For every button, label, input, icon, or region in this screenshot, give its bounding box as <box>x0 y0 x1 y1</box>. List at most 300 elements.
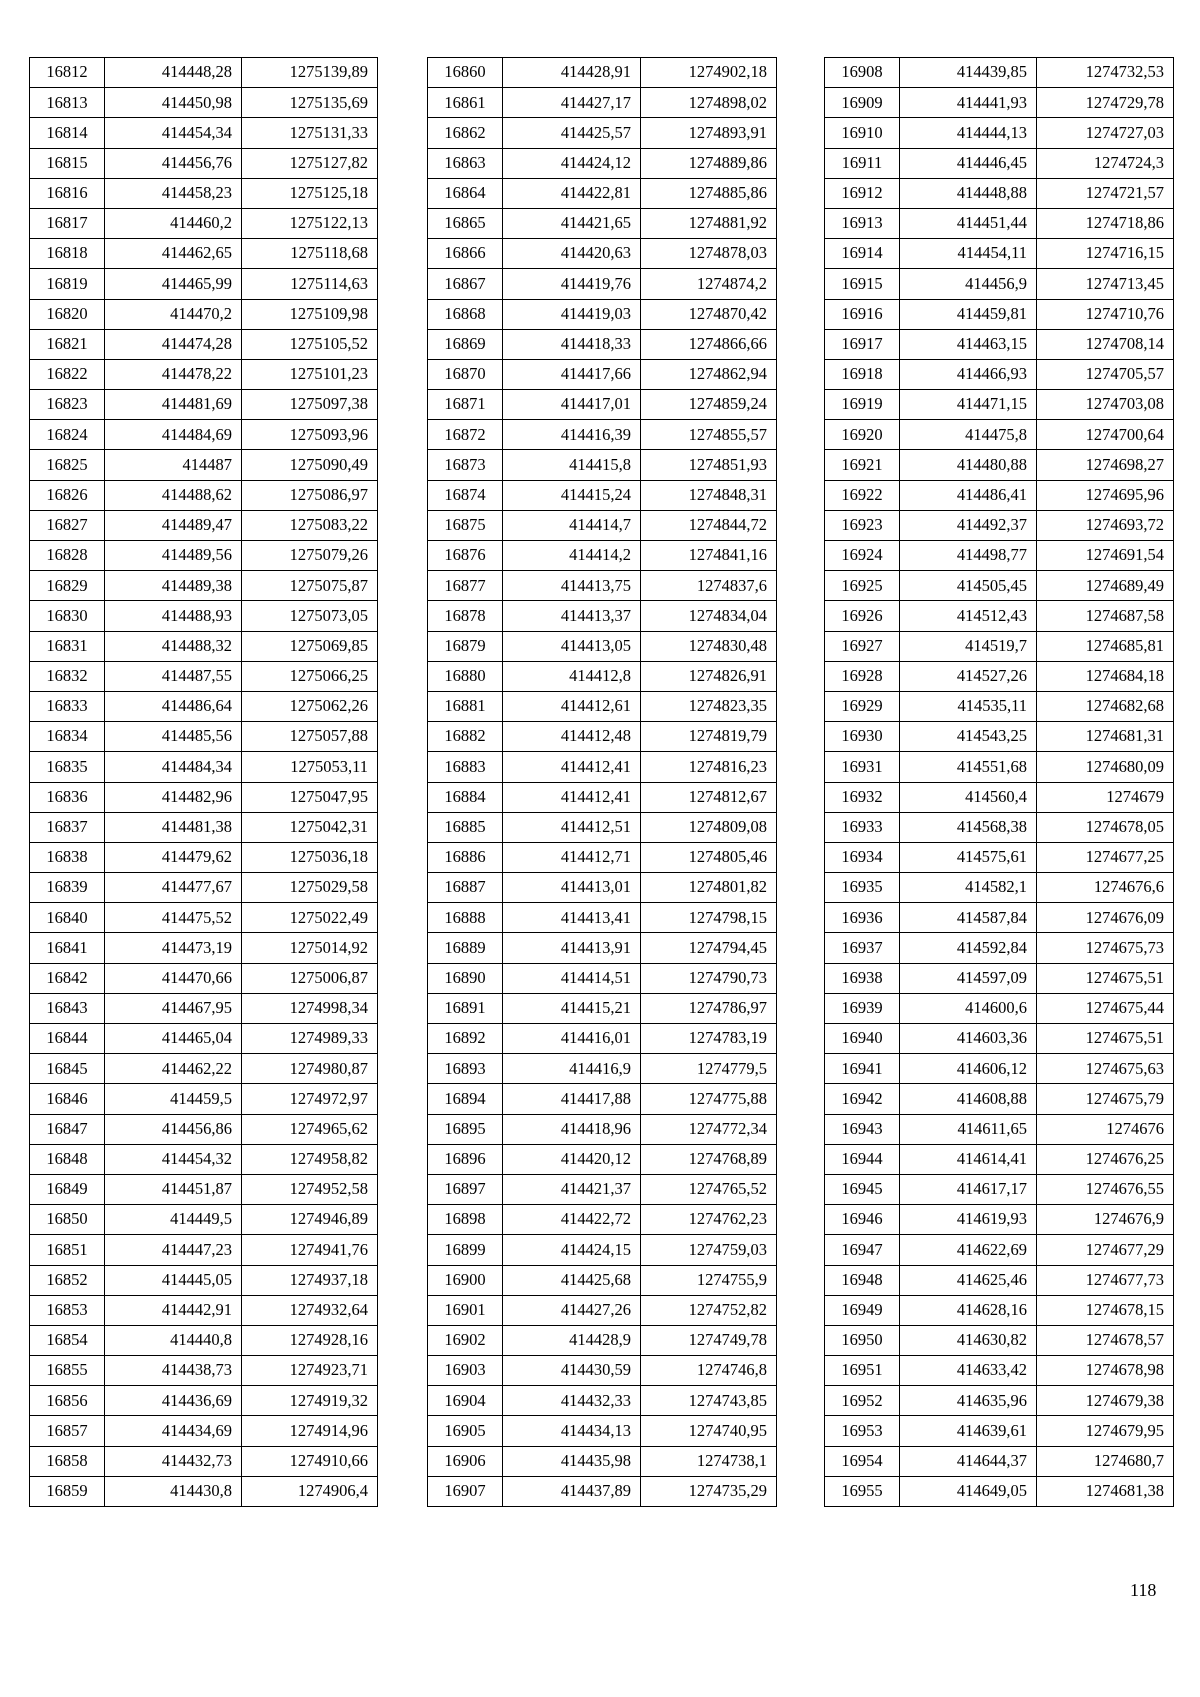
x-coordinate-cell: 414471,15 <box>900 390 1037 420</box>
point-number-cell: 16884 <box>428 782 503 812</box>
x-coordinate-cell: 414487,55 <box>105 661 242 691</box>
x-coordinate-cell: 414418,96 <box>503 1114 641 1144</box>
x-coordinate-cell: 414446,45 <box>900 148 1037 178</box>
y-coordinate-cell: 1274841,16 <box>641 541 777 571</box>
y-coordinate-cell: 1274928,16 <box>242 1325 378 1355</box>
y-coordinate-cell: 1274716,15 <box>1037 239 1174 269</box>
x-coordinate-cell: 414458,23 <box>105 178 242 208</box>
table-row <box>30 1265 378 1295</box>
x-coordinate-cell: 414498,77 <box>900 541 1037 571</box>
x-coordinate-cell: 414475,8 <box>900 420 1037 450</box>
y-coordinate-cell: 1274816,23 <box>641 752 777 782</box>
point-number-cell: 16875 <box>428 510 503 540</box>
table-row <box>825 601 1174 631</box>
point-number-cell: 16896 <box>428 1144 503 1174</box>
point-number-cell: 16839 <box>30 873 105 903</box>
x-coordinate-cell: 414551,68 <box>900 752 1037 782</box>
point-number-cell: 16850 <box>30 1205 105 1235</box>
table-row <box>825 1416 1174 1446</box>
y-coordinate-cell: 1274772,34 <box>641 1114 777 1144</box>
coordinates-table-1 <box>29 57 378 1507</box>
point-number-cell: 16909 <box>825 88 900 118</box>
point-number-cell: 16832 <box>30 661 105 691</box>
y-coordinate-cell: 1274893,91 <box>641 118 777 148</box>
point-number-cell: 16938 <box>825 963 900 993</box>
table-row <box>825 1386 1174 1416</box>
x-coordinate-cell: 414454,32 <box>105 1144 242 1174</box>
x-coordinate-cell: 414447,23 <box>105 1235 242 1265</box>
point-number-cell: 16947 <box>825 1235 900 1265</box>
table-row <box>428 390 777 420</box>
table-row <box>30 510 378 540</box>
x-coordinate-cell: 414465,04 <box>105 1024 242 1054</box>
x-coordinate-cell: 414413,37 <box>503 601 641 631</box>
table-row <box>825 691 1174 721</box>
x-coordinate-cell: 414445,05 <box>105 1265 242 1295</box>
x-coordinate-cell: 414560,4 <box>900 782 1037 812</box>
table-row <box>30 661 378 691</box>
y-coordinate-cell: 1274705,57 <box>1037 359 1174 389</box>
table-row <box>825 148 1174 178</box>
point-number-cell: 16841 <box>30 933 105 963</box>
y-coordinate-cell: 1274786,97 <box>641 993 777 1023</box>
table-row <box>428 812 777 842</box>
table-row <box>825 269 1174 299</box>
y-coordinate-cell: 1274752,82 <box>641 1295 777 1325</box>
table-row <box>30 842 378 872</box>
table-row <box>30 1416 378 1446</box>
table-body <box>825 58 1174 1507</box>
x-coordinate-cell: 414421,65 <box>503 208 641 238</box>
table-row <box>825 58 1174 88</box>
table-row <box>428 541 777 571</box>
point-number-cell: 16902 <box>428 1325 503 1355</box>
y-coordinate-cell: 1274677,73 <box>1037 1265 1174 1295</box>
point-number-cell: 16892 <box>428 1024 503 1054</box>
x-coordinate-cell: 414603,36 <box>900 1024 1037 1054</box>
x-coordinate-cell: 414492,37 <box>900 510 1037 540</box>
table-row <box>30 631 378 661</box>
y-coordinate-cell: 1274755,9 <box>641 1265 777 1295</box>
point-number-cell: 16874 <box>428 480 503 510</box>
point-number-cell: 16873 <box>428 450 503 480</box>
point-number-cell: 16886 <box>428 842 503 872</box>
table-row <box>428 1416 777 1446</box>
x-coordinate-cell: 414481,69 <box>105 390 242 420</box>
point-number-cell: 16920 <box>825 420 900 450</box>
table-row <box>825 1144 1174 1174</box>
point-number-cell: 16851 <box>30 1235 105 1265</box>
table-row <box>428 178 777 208</box>
point-number-cell: 16891 <box>428 993 503 1023</box>
table-row <box>428 480 777 510</box>
x-coordinate-cell: 414462,22 <box>105 1054 242 1084</box>
y-coordinate-cell: 1274809,08 <box>641 812 777 842</box>
x-coordinate-cell: 414427,26 <box>503 1295 641 1325</box>
point-number-cell: 16919 <box>825 390 900 420</box>
y-coordinate-cell: 1274946,89 <box>242 1205 378 1235</box>
y-coordinate-cell: 1274762,23 <box>641 1205 777 1235</box>
point-number-cell: 16857 <box>30 1416 105 1446</box>
point-number-cell: 16833 <box>30 691 105 721</box>
y-coordinate-cell: 1274679,95 <box>1037 1416 1174 1446</box>
x-coordinate-cell: 414484,34 <box>105 752 242 782</box>
table-row <box>825 88 1174 118</box>
x-coordinate-cell: 414619,93 <box>900 1205 1037 1235</box>
table-row <box>30 1476 378 1506</box>
y-coordinate-cell: 1275022,49 <box>242 903 378 933</box>
point-number-cell: 16871 <box>428 390 503 420</box>
table-row <box>30 1356 378 1386</box>
table-row <box>825 541 1174 571</box>
y-coordinate-cell: 1274675,51 <box>1037 963 1174 993</box>
point-number-cell: 16831 <box>30 631 105 661</box>
x-coordinate-cell: 414434,69 <box>105 1416 242 1446</box>
y-coordinate-cell: 1275135,69 <box>242 88 378 118</box>
x-coordinate-cell: 414419,76 <box>503 269 641 299</box>
x-coordinate-cell: 414432,33 <box>503 1386 641 1416</box>
point-number-cell: 16895 <box>428 1114 503 1144</box>
x-coordinate-cell: 414450,98 <box>105 88 242 118</box>
table-row <box>825 1295 1174 1325</box>
point-number-cell: 16818 <box>30 239 105 269</box>
table-row <box>428 1295 777 1325</box>
table-row <box>428 933 777 963</box>
point-number-cell: 16939 <box>825 993 900 1023</box>
x-coordinate-cell: 414412,51 <box>503 812 641 842</box>
coordinates-table-2 <box>427 57 777 1507</box>
point-number-cell: 16907 <box>428 1476 503 1506</box>
point-number-cell: 16923 <box>825 510 900 540</box>
point-number-cell: 16814 <box>30 118 105 148</box>
table-row <box>428 58 777 88</box>
x-coordinate-cell: 414568,38 <box>900 812 1037 842</box>
y-coordinate-cell: 1274801,82 <box>641 873 777 903</box>
table-row <box>428 1174 777 1204</box>
x-coordinate-cell: 414413,01 <box>503 873 641 903</box>
table-row <box>428 88 777 118</box>
y-coordinate-cell: 1274932,64 <box>242 1295 378 1325</box>
y-coordinate-cell: 1274681,31 <box>1037 722 1174 752</box>
table-row <box>825 1356 1174 1386</box>
x-coordinate-cell: 414628,16 <box>900 1295 1037 1325</box>
point-number-cell: 16838 <box>30 842 105 872</box>
table-row <box>428 1325 777 1355</box>
x-coordinate-cell: 414412,71 <box>503 842 641 872</box>
y-coordinate-cell: 1274698,27 <box>1037 450 1174 480</box>
table-row <box>30 299 378 329</box>
point-number-cell: 16928 <box>825 661 900 691</box>
x-coordinate-cell: 414485,56 <box>105 722 242 752</box>
point-number-cell: 16865 <box>428 208 503 238</box>
table-row <box>825 239 1174 269</box>
table-row <box>30 933 378 963</box>
y-coordinate-cell: 1274768,89 <box>641 1144 777 1174</box>
y-coordinate-cell: 1275047,95 <box>242 782 378 812</box>
point-number-cell: 16879 <box>428 631 503 661</box>
point-number-cell: 16901 <box>428 1295 503 1325</box>
y-coordinate-cell: 1274679,38 <box>1037 1386 1174 1416</box>
point-number-cell: 16816 <box>30 178 105 208</box>
point-number-cell: 16847 <box>30 1114 105 1144</box>
point-number-cell: 16934 <box>825 842 900 872</box>
y-coordinate-cell: 1274703,08 <box>1037 390 1174 420</box>
x-coordinate-cell: 414420,12 <box>503 1144 641 1174</box>
table-row <box>825 1054 1174 1084</box>
y-coordinate-cell: 1274743,85 <box>641 1386 777 1416</box>
x-coordinate-cell: 414489,47 <box>105 510 242 540</box>
y-coordinate-cell: 1274732,53 <box>1037 58 1174 88</box>
x-coordinate-cell: 414417,01 <box>503 390 641 420</box>
x-coordinate-cell: 414474,28 <box>105 329 242 359</box>
y-coordinate-cell: 1274848,31 <box>641 480 777 510</box>
y-coordinate-cell: 1274812,67 <box>641 782 777 812</box>
y-coordinate-cell: 1274805,46 <box>641 842 777 872</box>
table-row <box>428 601 777 631</box>
point-number-cell: 16887 <box>428 873 503 903</box>
y-coordinate-cell: 1274675,51 <box>1037 1024 1174 1054</box>
point-number-cell: 16952 <box>825 1386 900 1416</box>
point-number-cell: 16868 <box>428 299 503 329</box>
y-coordinate-cell: 1274677,25 <box>1037 842 1174 872</box>
point-number-cell: 16951 <box>825 1356 900 1386</box>
y-coordinate-cell: 1274738,1 <box>641 1446 777 1476</box>
y-coordinate-cell: 1274794,45 <box>641 933 777 963</box>
y-coordinate-cell: 1274685,81 <box>1037 631 1174 661</box>
y-coordinate-cell: 1275114,63 <box>242 269 378 299</box>
point-number-cell: 16813 <box>30 88 105 118</box>
x-coordinate-cell: 414462,65 <box>105 239 242 269</box>
point-number-cell: 16894 <box>428 1084 503 1114</box>
x-coordinate-cell: 414614,41 <box>900 1144 1037 1174</box>
x-coordinate-cell: 414439,85 <box>900 58 1037 88</box>
table-row <box>428 1054 777 1084</box>
x-coordinate-cell: 414412,41 <box>503 752 641 782</box>
point-number-cell: 16864 <box>428 178 503 208</box>
y-coordinate-cell: 1274713,45 <box>1037 269 1174 299</box>
x-coordinate-cell: 414456,86 <box>105 1114 242 1144</box>
table-row <box>30 1325 378 1355</box>
y-coordinate-cell: 1275075,87 <box>242 571 378 601</box>
y-coordinate-cell: 1274859,24 <box>641 390 777 420</box>
point-number-cell: 16921 <box>825 450 900 480</box>
point-number-cell: 16897 <box>428 1174 503 1204</box>
y-coordinate-cell: 1274775,88 <box>641 1084 777 1114</box>
point-number-cell: 16870 <box>428 359 503 389</box>
x-coordinate-cell: 414606,12 <box>900 1054 1037 1084</box>
y-coordinate-cell: 1274870,42 <box>641 299 777 329</box>
point-number-cell: 16869 <box>428 329 503 359</box>
point-number-cell: 16885 <box>428 812 503 842</box>
point-number-cell: 16916 <box>825 299 900 329</box>
x-coordinate-cell: 414427,17 <box>503 88 641 118</box>
point-number-cell: 16949 <box>825 1295 900 1325</box>
y-coordinate-cell: 1274676,25 <box>1037 1144 1174 1174</box>
x-coordinate-cell: 414463,15 <box>900 329 1037 359</box>
x-coordinate-cell: 414611,65 <box>900 1114 1037 1144</box>
x-coordinate-cell: 414412,41 <box>503 782 641 812</box>
x-coordinate-cell: 414473,19 <box>105 933 242 963</box>
y-coordinate-cell: 1274855,57 <box>641 420 777 450</box>
point-number-cell: 16878 <box>428 601 503 631</box>
y-coordinate-cell: 1274914,96 <box>242 1416 378 1446</box>
point-number-cell: 16860 <box>428 58 503 88</box>
y-coordinate-cell: 1274676,09 <box>1037 903 1174 933</box>
point-number-cell: 16837 <box>30 812 105 842</box>
y-coordinate-cell: 1275105,52 <box>242 329 378 359</box>
x-coordinate-cell: 414420,63 <box>503 239 641 269</box>
x-coordinate-cell: 414451,87 <box>105 1174 242 1204</box>
table-row <box>825 1174 1174 1204</box>
table-row <box>428 1235 777 1265</box>
table-body <box>428 58 777 1507</box>
table-row <box>30 873 378 903</box>
table-row <box>825 1446 1174 1476</box>
table-row <box>428 1265 777 1295</box>
y-coordinate-cell: 1274906,4 <box>242 1476 378 1506</box>
table-row <box>428 420 777 450</box>
table-row <box>428 329 777 359</box>
y-coordinate-cell: 1274759,03 <box>641 1235 777 1265</box>
point-number-cell: 16840 <box>30 903 105 933</box>
table-row <box>428 299 777 329</box>
x-coordinate-cell: 414644,37 <box>900 1446 1037 1476</box>
point-number-cell: 16918 <box>825 359 900 389</box>
y-coordinate-cell: 1274878,03 <box>641 239 777 269</box>
point-number-cell: 16922 <box>825 480 900 510</box>
y-coordinate-cell: 1274710,76 <box>1037 299 1174 329</box>
y-coordinate-cell: 1275097,38 <box>242 390 378 420</box>
coordinates-table-3 <box>824 57 1174 1507</box>
point-number-cell: 16912 <box>825 178 900 208</box>
x-coordinate-cell: 414412,48 <box>503 722 641 752</box>
point-number-cell: 16819 <box>30 269 105 299</box>
point-number-cell: 16954 <box>825 1446 900 1476</box>
y-coordinate-cell: 1274680,09 <box>1037 752 1174 782</box>
x-coordinate-cell: 414415,24 <box>503 480 641 510</box>
point-number-cell: 16925 <box>825 571 900 601</box>
point-number-cell: 16943 <box>825 1114 900 1144</box>
point-number-cell: 16883 <box>428 752 503 782</box>
y-coordinate-cell: 1274678,98 <box>1037 1356 1174 1386</box>
y-coordinate-cell: 1274952,58 <box>242 1174 378 1204</box>
x-coordinate-cell: 414421,37 <box>503 1174 641 1204</box>
point-number-cell: 16929 <box>825 691 900 721</box>
point-number-cell: 16861 <box>428 88 503 118</box>
point-number-cell: 16862 <box>428 118 503 148</box>
x-coordinate-cell: 414527,26 <box>900 661 1037 691</box>
x-coordinate-cell: 414436,69 <box>105 1386 242 1416</box>
point-number-cell: 16932 <box>825 782 900 812</box>
table-row <box>30 480 378 510</box>
x-coordinate-cell: 414597,09 <box>900 963 1037 993</box>
point-number-cell: 16866 <box>428 239 503 269</box>
y-coordinate-cell: 1274678,57 <box>1037 1325 1174 1355</box>
table-row <box>428 1084 777 1114</box>
y-coordinate-cell: 1275053,11 <box>242 752 378 782</box>
point-number-cell: 16835 <box>30 752 105 782</box>
y-coordinate-cell: 1274830,48 <box>641 631 777 661</box>
point-number-cell: 16872 <box>428 420 503 450</box>
y-coordinate-cell: 1275079,26 <box>242 541 378 571</box>
y-coordinate-cell: 1274819,79 <box>641 722 777 752</box>
x-coordinate-cell: 414416,39 <box>503 420 641 450</box>
table-row <box>428 752 777 782</box>
x-coordinate-cell: 414535,11 <box>900 691 1037 721</box>
point-number-cell: 16910 <box>825 118 900 148</box>
point-number-cell: 16955 <box>825 1476 900 1506</box>
table-row <box>428 1386 777 1416</box>
y-coordinate-cell: 1274675,79 <box>1037 1084 1174 1114</box>
x-coordinate-cell: 414430,59 <box>503 1356 641 1386</box>
x-coordinate-cell: 414489,38 <box>105 571 242 601</box>
table-row <box>30 208 378 238</box>
point-number-cell: 16853 <box>30 1295 105 1325</box>
x-coordinate-cell: 414488,93 <box>105 601 242 631</box>
y-coordinate-cell: 1274729,78 <box>1037 88 1174 118</box>
point-number-cell: 16904 <box>428 1386 503 1416</box>
table-row <box>825 782 1174 812</box>
y-coordinate-cell: 1275118,68 <box>242 239 378 269</box>
point-number-cell: 16881 <box>428 691 503 721</box>
y-coordinate-cell: 1275066,25 <box>242 661 378 691</box>
x-coordinate-cell: 414587,84 <box>900 903 1037 933</box>
table-row <box>428 359 777 389</box>
x-coordinate-cell: 414505,45 <box>900 571 1037 601</box>
x-coordinate-cell: 414417,66 <box>503 359 641 389</box>
y-coordinate-cell: 1274862,94 <box>641 359 777 389</box>
table-row <box>428 873 777 903</box>
y-coordinate-cell: 1274677,29 <box>1037 1235 1174 1265</box>
point-number-cell: 16844 <box>30 1024 105 1054</box>
point-number-cell: 16915 <box>825 269 900 299</box>
point-number-cell: 16889 <box>428 933 503 963</box>
x-coordinate-cell: 414414,2 <box>503 541 641 571</box>
y-coordinate-cell: 1275131,33 <box>242 118 378 148</box>
table-row <box>825 390 1174 420</box>
point-number-cell: 16876 <box>428 541 503 571</box>
point-number-cell: 16900 <box>428 1265 503 1295</box>
x-coordinate-cell: 414449,5 <box>105 1205 242 1235</box>
point-number-cell: 16898 <box>428 1205 503 1235</box>
x-coordinate-cell: 414441,93 <box>900 88 1037 118</box>
y-coordinate-cell: 1274678,15 <box>1037 1295 1174 1325</box>
y-coordinate-cell: 1274958,82 <box>242 1144 378 1174</box>
table-row <box>30 88 378 118</box>
x-coordinate-cell: 414424,12 <box>503 148 641 178</box>
x-coordinate-cell: 414417,88 <box>503 1084 641 1114</box>
x-coordinate-cell: 414470,66 <box>105 963 242 993</box>
point-number-cell: 16845 <box>30 1054 105 1084</box>
point-number-cell: 16937 <box>825 933 900 963</box>
x-coordinate-cell: 414424,15 <box>503 1235 641 1265</box>
table-row <box>428 208 777 238</box>
table-row <box>30 390 378 420</box>
y-coordinate-cell: 1274678,05 <box>1037 812 1174 842</box>
y-coordinate-cell: 1275036,18 <box>242 842 378 872</box>
y-coordinate-cell: 1274749,78 <box>641 1325 777 1355</box>
page-number: 118 <box>1130 1580 1157 1600</box>
y-coordinate-cell: 1274724,3 <box>1037 148 1174 178</box>
table-row <box>428 1144 777 1174</box>
table-row <box>30 359 378 389</box>
x-coordinate-cell: 414488,32 <box>105 631 242 661</box>
y-coordinate-cell: 1274998,34 <box>242 993 378 1023</box>
x-coordinate-cell: 414486,41 <box>900 480 1037 510</box>
y-coordinate-cell: 1274676,55 <box>1037 1174 1174 1204</box>
x-coordinate-cell: 414425,68 <box>503 1265 641 1295</box>
table-row <box>30 420 378 450</box>
